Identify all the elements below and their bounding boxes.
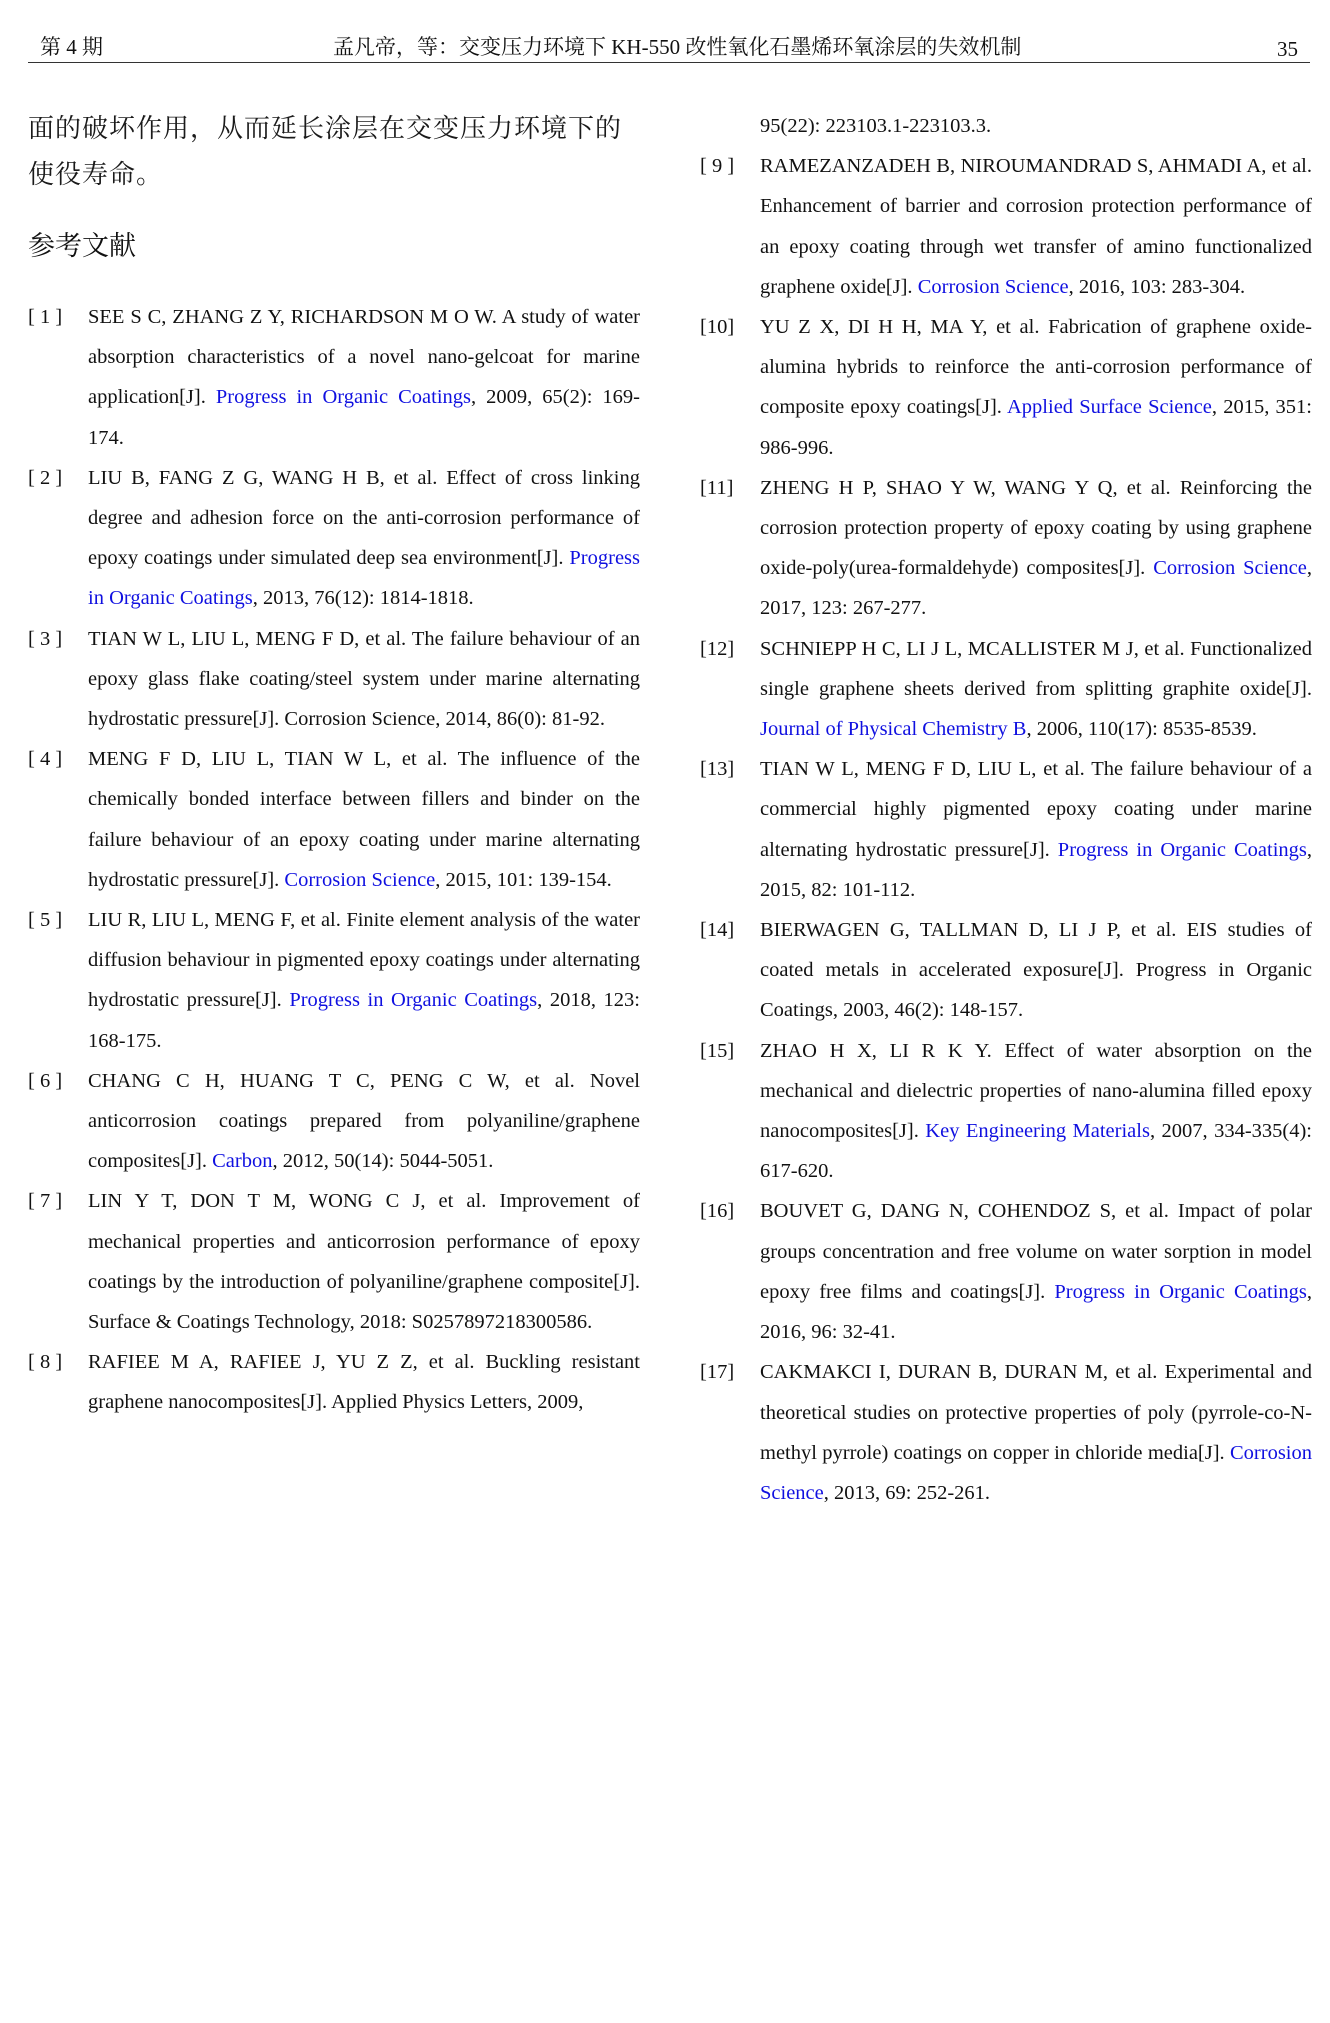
page-number: 35 <box>1277 37 1298 61</box>
reference-item <box>700 1031 1312 1192</box>
reference-number: [ 6 ] <box>28 1069 63 1092</box>
reference-body: RAMEZANZADEH B, NIROUMANDRAD S, AHMADI A, et al. Enhancement of barrier and corrosion protection performance of an epoxy coating through wet transfer of amino functionalized graphene oxide[J]. <box>760 155 1312 298</box>
reference-citation-details: , 2017, 123: 267-277. <box>760 557 1312 620</box>
reference-body: RAFIEE M A, RAFIEE J, YU Z Z, et al. Buckling resistant graphene nanocomposites[J]. Applied Physics Letters, 2009, <box>88 1351 640 1414</box>
reference-list-left <box>28 297 640 1423</box>
reference-text <box>88 1181 640 1342</box>
reference-text <box>760 1031 1312 1192</box>
reference-body: SEE S C, ZHANG Z Y, RICHARDSON M O W. A study of water absorption characteristics of a novel nano-gelcoat for marine application[J]. <box>88 306 640 409</box>
left-column <box>28 106 640 1423</box>
journal-link[interactable]: Progress in Organic Coatings <box>215 386 472 409</box>
reference-body: LIU B, FANG Z G, WANG H B, et al. Effect of cross linking degree and adhesion force on the anti-corrosion performance of epoxy coatings under simulated deep sea environment[J]. <box>88 466 640 570</box>
reference-citation-details: , 2013, 69: 252-261. <box>823 1481 991 1504</box>
reference-item <box>700 1352 1312 1513</box>
reference-text <box>760 749 1312 910</box>
reference-number: [ 7 ] <box>28 1190 63 1213</box>
reference-citation-details: , 2016, 96: 32-41. <box>760 1280 1312 1344</box>
reference-number: [ 4 ] <box>28 748 63 771</box>
reference-text <box>88 1342 640 1422</box>
reference-item <box>700 468 1312 629</box>
reference-number: [ 3 ] <box>28 627 63 650</box>
reference-item <box>28 1061 640 1182</box>
reference-item <box>700 749 1312 910</box>
reference-body: SCHNIEPP H C, LI J L, MCALLISTER M J, et al. Functionalized single graphene sheets derived from splitting graphite oxide[J]. <box>760 637 1312 700</box>
reference-8-continuation: 95(22): 223103.1-223103.3. <box>760 115 992 137</box>
reference-number: [16] <box>700 1200 735 1223</box>
journal-link[interactable]: Corrosion Science <box>284 868 436 891</box>
journal-link[interactable]: Progress in Organic Coatings <box>1057 838 1307 861</box>
reference-citation-details: , 2006, 110(17): 8535-8539. <box>1026 718 1257 741</box>
reference-citation-details: , 2009, 65(2): 169-174. <box>88 386 640 449</box>
reference-list-right <box>700 146 1312 1513</box>
reference-item <box>700 629 1312 750</box>
paragraph-end: 面的破坏作用，从而延长涂层在交变压力环境下的使役寿命。 <box>28 114 623 190</box>
reference-item <box>28 619 640 740</box>
reference-item <box>28 458 640 619</box>
reference-body: TIAN W L, MENG F D, LIU L, et al. The failure behaviour of a commercial highly pigmented epoxy coating under marine alternating hydrostatic pressure[J]. <box>760 758 1312 861</box>
journal-link[interactable]: Journal of Physical Chemistry B <box>760 718 1027 741</box>
reference-item <box>700 307 1312 468</box>
references-heading: 参考文献 <box>28 231 136 262</box>
journal-link[interactable]: Carbon <box>212 1150 273 1173</box>
reference-number: [12] <box>700 637 735 660</box>
reference-number: [13] <box>700 758 735 781</box>
reference-citation-details: , 2018, 123: 168-175. <box>88 989 640 1052</box>
reference-item <box>28 739 640 900</box>
reference-text <box>88 297 640 458</box>
reference-number: [14] <box>700 919 735 942</box>
reference-body: MENG F D, LIU L, TIAN W L, et al. The influence of the chemically bonded interface between fillers and binder on the failure behaviour of an epoxy coating under marine alternating hydrostatic pressure[J]. <box>88 748 640 891</box>
running-title: 孟凡帝，等：交变压力环境下 KH-550 改性氧化石墨烯环氧涂层的失效机制 <box>333 35 1022 59</box>
reference-item <box>700 146 1312 307</box>
journal-link[interactable]: Corrosion Science <box>917 275 1069 298</box>
reference-item <box>28 900 640 1061</box>
reference-number: [ 2 ] <box>28 466 63 489</box>
reference-citation-details: , 2012, 50(14): 5044-5051. <box>272 1150 494 1173</box>
reference-text <box>88 900 640 1061</box>
journal-link[interactable]: Applied Surface Science <box>1007 396 1212 419</box>
reference-item <box>28 1181 640 1342</box>
journal-link[interactable]: Corrosion Science <box>1153 557 1307 580</box>
reference-text <box>88 458 640 619</box>
reference-text <box>88 619 640 740</box>
journal-link[interactable]: Progress in Organic Coatings <box>1054 1280 1307 1303</box>
right-column <box>700 106 1312 1513</box>
reference-item <box>700 910 1312 1031</box>
reference-number: [10] <box>700 316 735 339</box>
reference-body: BOUVET G, DANG N, COHENDOZ S, et al. Impact of polar groups concentration and free volume on water sorption in model epoxy free films and coatings[J]. <box>760 1200 1312 1303</box>
reference-text <box>760 910 1312 1031</box>
journal-link[interactable]: Progress in Organic Coatings <box>88 547 640 610</box>
reference-body: BIERWAGEN G, TALLMAN D, LI J P, et al. EIS studies of coated metals in accelerated exposure[J]. Progress in Organic Coatings, 2003, 46(2): 148-157. <box>760 919 1312 1022</box>
reference-item <box>28 297 640 458</box>
reference-body: LIN Y T, DON T M, WONG C J, et al. Improvement of mechanical properties and anticorrosion performance of epoxy coatings by the introduction of polyaniline/graphene composite[J]. Surface & Coatings Technology, 2018: S0257897218300586. <box>88 1190 640 1334</box>
reference-number: [ 9 ] <box>700 155 735 178</box>
reference-number: [ 8 ] <box>28 1351 63 1374</box>
reference-text <box>88 1061 640 1182</box>
reference-text <box>760 146 1312 307</box>
reference-number: [ 5 ] <box>28 909 63 932</box>
running-header <box>28 28 1310 63</box>
journal-link[interactable]: Key Engineering Materials <box>925 1120 1150 1143</box>
reference-citation-details: , 2013, 76(12): 1814-1818. <box>252 587 474 610</box>
reference-body: TIAN W L, LIU L, MENG F D, et al. The failure behaviour of an epoxy glass flake coating/steel system under marine alternating hydrostatic pressure[J]. Corrosion Science, 2014, 86(0): 81-92. <box>88 627 640 731</box>
reference-text <box>760 629 1312 750</box>
reference-citation-details: , 2016, 103: 283-304. <box>1068 275 1246 298</box>
reference-number: [ 1 ] <box>28 306 63 328</box>
reference-body: CAKMAKCI I, DURAN B, DURAN M, et al. Experimental and theoretical studies on protective properties of poly (pyrrole-co-N-methyl pyrrole) coatings on copper in chloride media[J]. <box>760 1361 1312 1464</box>
reference-item <box>700 1191 1312 1352</box>
reference-number: [15] <box>700 1039 735 1062</box>
reference-body: LIU R, LIU L, MENG F, et al. Finite element analysis of the water diffusion behaviour in pigmented epoxy coatings under alternating hydrostatic pressure[J]. <box>88 909 640 1012</box>
reference-item <box>28 1342 640 1422</box>
journal-link[interactable]: Progress in Organic Coatings <box>289 989 538 1012</box>
reference-number: [11] <box>700 476 734 499</box>
reference-citation-details: , 2015, 101: 139-154. <box>435 868 612 891</box>
reference-body: YU Z X, DI H H, MA Y, et al. Fabrication of graphene oxide-alumina hybrids to reinforce the anti-corrosion performance of composite epoxy coatings[J]. <box>760 316 1312 419</box>
reference-text <box>760 468 1312 629</box>
reference-citation-details: , 2007, 334-335(4): 617-620. <box>760 1120 1312 1183</box>
reference-body: ZHENG H P, SHAO Y W, WANG Y Q, et al. Reinforcing the corrosion protection property of epoxy coating by using graphene oxide-poly(urea-formaldehyde) composites[J]. <box>760 476 1312 580</box>
reference-text <box>760 1352 1312 1513</box>
journal-link[interactable]: Corrosion Science <box>760 1441 1312 1504</box>
reference-number: [17] <box>700 1361 735 1384</box>
reference-citation-details: , 2015, 351: 986-996. <box>760 396 1312 459</box>
reference-body: ZHAO H X, LI R K Y. Effect of water absorption on the mechanical and dielectric properties of nano-alumina filled epoxy nanocomposites[J]. <box>760 1039 1312 1143</box>
issue-number: 第 4 期 <box>40 35 103 59</box>
reference-text <box>760 307 1312 468</box>
reference-body: CHANG C H, HUANG T C, PENG C W, et al. Novel anticorrosion coatings prepared from polyaniline/graphene composites[J]. <box>88 1069 640 1173</box>
reference-text <box>760 1191 1312 1352</box>
reference-citation-details: , 2015, 82: 101-112. <box>760 838 1312 901</box>
reference-text <box>88 739 640 900</box>
